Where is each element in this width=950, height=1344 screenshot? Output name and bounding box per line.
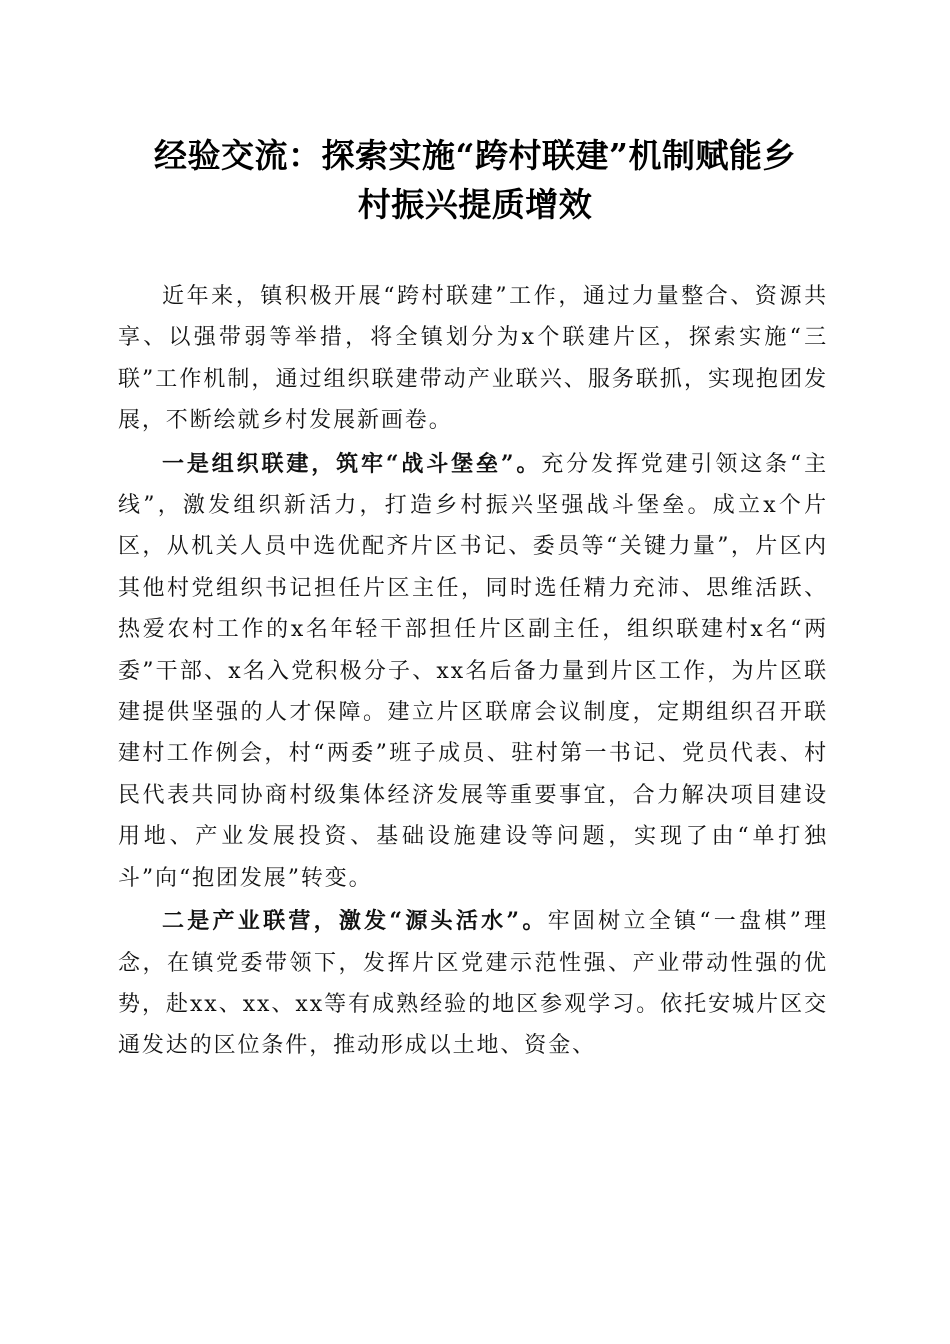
paragraph-text: 充分发挥党建引领这条“主线”，激发组织新活力，打造乡村振兴坚强战斗堡垒。成立x个片区，从机关人员中选优配齐片区书记、委员等“关键力量”，片区内其他村党组织书记担任片区主任，同时选任精力充沛、思维活跃、热爱农村工作的x名年轻干部担任片区副主任，组织联建村x名“两委”干部、x名入党积极分子、xx名后备力量到片区工作，为片区联建提供坚强的人才保障。建立片区联席会议制度，定期组织召开联建村工作例会，村“两委”班子成员、驻村第一书记、党员代表、村民代表共同协商村级集体经济发展等重要事宜，合力解决项目建设用地、产业发展投资、基础设施建设等问题，实现了由“单打独斗”向“抱团发展”转变。 [118,451,828,891]
document-body [118,276,828,1069]
paragraph-text: 近年来，镇积极开展“跨村联建”工作，通过力量整合、资源共享、以强带弱等举措，将全镇划分为x个联建片区，探索实施“三联”工作机制，通过组织联建带动产业联兴、服务联抓，实现抱团发展，不断绘就乡村发展新画卷。 [118,284,828,434]
paragraph-organization-joint-building [118,444,828,899]
paragraph-intro [118,276,828,442]
paragraph-lead-heading: 二是产业联营，激发“源头活水”。 [162,908,548,935]
title-line-1: 经验交流：探索实施“跨村联建”机制赋能乡 [154,136,796,175]
paragraph-text: 牢固树立全镇“一盘棋”理念，在镇党委带领下，发挥片区党建示范性强、产业带动性强的优势，赴xx、xx、xx等有成熟经验的地区参观学习。依托安城片区交通发达的区位条件，推动形成以土地、资金、 [118,909,829,1059]
document-title [118,131,832,229]
paragraph-lead-heading: 一是组织联建，筑牢“战斗堡垒”。 [162,450,542,477]
title-line-2: 村振兴提质增效 [357,185,593,224]
paragraph-industry-joint-operation [118,901,828,1067]
